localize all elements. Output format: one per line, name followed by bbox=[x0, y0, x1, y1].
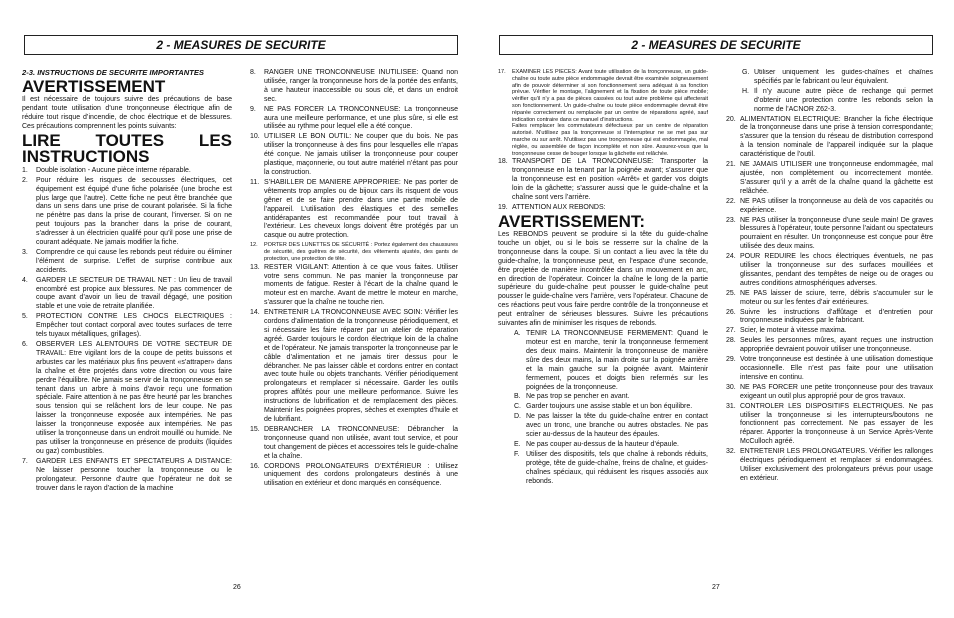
list-item: H. Il n’y aucune autre pièce de rechange qui permet d’obtenir une protection contre les rebonds selon la norme de l’ACNOR Z62-3. bbox=[742, 87, 933, 113]
header-title: 2 - MEASURES DE SECURITE bbox=[156, 38, 326, 52]
warning-text: Les REBONDS peuvent se produire si la tête du guide-chaîne touche un objet, ou si le bois se resserre sur la chaîne de la tronçonneuse dans la coupe. Si un contact a lieu avec la tête du guide-chaîne, la tronçonneuse peut, en l’espace d’une seconde, être projetée de manière incontrôlée dans un mouvement en arc, en direction de l’opérateur. Coincer la chaîne le long de la partie supérieure du guide-chaîne peut pousser le guide-chaîne peut pousser le guide-chaîne vers l’arrière, vers l’opérateur. Chacune de ces réactions peut vous faire perdre contrôle de la tronçonneuse et peut entraîner de sérieuses blessures. Suivre les précautions suivantes afin de minimiser les risques de rebonds. bbox=[498, 230, 708, 328]
list-item: G. Utiliser uniquement les guides-chaînes et chaînes spécifiés par le fabricant ou leur équivalent. bbox=[742, 69, 933, 85]
list-item: 10. UTILISER LE BON OUTIL: Ne couper que du bois. Ne pas utiliser la tronçonneuse à des fins pour lesquelles elle n’apas été conçue. Ne jamais utiliser la tronçonneuse pour couper plastique, maçonnerie, ou tout autre matériel n’étant pas pour la construction. bbox=[250, 133, 458, 176]
section-heading: 2-3. INSTRUCTIONS DE SECURITE IMPORTANTES bbox=[22, 69, 204, 77]
list-item: 26. Suivre les instructions d’affûtage et d’entretien pour tronçonneuse indiquées par le fabricant. bbox=[726, 308, 933, 325]
list-item: 30. NE PAS FORCER une petite tronçonneuse pour des travaux exigeant un outil plus approprié pour de gros travaux. bbox=[726, 383, 933, 400]
list-item: 7. GARDER LES ENFANTS ET SPECTATEURS A DISTANCE: Ne laisser personne toucher la tronçonneuse ou le prolongateur. Personne d’autre que l’opérateur ne doit se trouver dans le rayon d’action de la machine bbox=[22, 457, 232, 492]
kickback-sublist-cont bbox=[726, 69, 933, 115]
list-item: 6. OBSERVER LES ALENTOURS DE VOTRE SECTEUR DE TRAVAIL: Etre vigilant lors de la coupe de petits buissons et arbustes car les matériaux plus fins peuvent «s’attraper» dans la chaîne et être projetés dans votre direction ou vous faire perdre l’équilibre. Ne jamais se servir de la tronçonneuse en se tenant dans un arbre à moins d’avoir reçu une formation spéciale. Faire attention à ne pas être heurté par les branches sous tension qui se relâchent lors de leur coupe. Ne pas laisser la tronçonneuse exposée aux intempéries. Ne pas laisser la tronçonneuse exposée aux intempéries. Ne pas utiliser la tronçonneuse dans un endroit mouillé ou humide. Ne pas utiliser la tronçonneuse en présence de produits (liquides ou gaz) combustibles. bbox=[22, 341, 232, 455]
list-item: 19. ATTENTION AUX REBONDS: bbox=[498, 203, 606, 211]
header-title: 2 - MEASURES DE SECURITE bbox=[631, 38, 801, 52]
column-3 bbox=[498, 69, 708, 589]
warning-title: AVERTISSEMENT: bbox=[498, 211, 646, 231]
list-item: 29. Votre tronçonneuse est destinée à une utilisation domestique occasionnelle. Elle n’est pas faite pour une utilisation intensive en continu. bbox=[726, 356, 933, 381]
list-item: 13. RESTER VIGILANT: Attention à ce que vous faites. Utiliser votre sens commun. Ne pas manier la tronçonneuse par moments de fatigue. Rester à l’écart de la chaîne quand le moteur est en marche. Avant de mettre le moteur en marche, s’assurer que la chaîne ne touche rien. bbox=[250, 263, 458, 307]
list-item: 8. RANGER UNE TRONCONNEUSE INUTILISEE: Quand non utilisée, ranger la tronçonneuse hors de la portée des enfants, à une hauteur inaccessible ou sous clé, et dans un endroit sec. bbox=[250, 69, 458, 103]
item-17-text-2: Faites remplacer les commutateurs défectueux par un centre de réparation autorisé. N’utilisez pas la tronçonneuse si l’interrupteur ne se met pas sur marche ou sur arrêt. N’utilisez pas une tronçonneuse qui est endommagée, mal réglée, ou assemblée de façon incomplète et non sûre. Assurez-vous que la tronçonneuse cesse de bouger lorsque la gâchette est relâchée. bbox=[512, 123, 708, 157]
list-item: 27. Scier, le moteur à vitesse maxima. bbox=[726, 327, 847, 335]
list-item: B. Ne pas trop se pencher en avant. bbox=[514, 393, 630, 401]
list-item: 23. NE PAS utiliser la tronçonneuse d’une seule main! De graves blessures à l’opérateur, toute personne l’aidant ou spectateurs pourraient en résulter. Un tronçonneuse est conçue pour être utilisée des deux mains. bbox=[726, 216, 933, 251]
list-item: 22. NE PAS utiliser la tronçonneuse au delà de vos capacités ou expérience. bbox=[726, 197, 933, 214]
warning-text: Il est nécessaire de toujours suivre des précautions de base pendant toute utilisation d’une tronçonneuse électrique afin de réduire tout risque d’incendie, de choc électrique et de blessures. Ces précautions comprennent les points suivants: bbox=[22, 95, 232, 130]
page-number-right: 27 bbox=[712, 584, 720, 591]
list-item: 21. NE JAMAIS UTILISER une tronçonneuse endommagée, mal ajustée, non complètement ou incorrectement montée. S’assurer qu’il y a arrêt de la chaîne quand la gâchette est relâchée. bbox=[726, 161, 933, 195]
instruction-list-a bbox=[22, 167, 232, 494]
warning-title: AVERTISSEMENT bbox=[22, 76, 166, 96]
column-2 bbox=[250, 69, 458, 579]
page-header-left bbox=[24, 35, 458, 55]
list-item: 32. ENTRETENIR LES PROLONGATEURS. Vérifier les rallonges électriques périodiquement et remplacer si endommagées. Utiliser exclusivement des prolongateurs prévus pour usage en extérieur. bbox=[726, 448, 933, 482]
page-header-right bbox=[499, 35, 933, 55]
item-17-text: EXAMINER LES PIECES: Avant toute utilisation de la tronçonneuse, un guide-chaîne ou toute autre pièce endommagée devrait être examinée soigneusement afin de pouvoir déterminer si son fonctionnement sera adéquat à sa fonction prévue. Vérifier le montage, l’alignement et la fixation de toute pièce mobile; vérifier qu’il n’y a pas de pièces cassées ou tout autre problème qui affecterait son fonctionnement. Un guide-chaîne ou toute pièce endommagée devrait être réparée correctement ou remplacée par un centre de réparations agréé, sauf indication contraire dans ce manuel d’instructions. bbox=[512, 69, 708, 123]
list-item: 28. Seules les personnes mûres, ayant reçues une instruction appropriée devraient pouvoir utiliser une tronçonneuse. bbox=[726, 337, 933, 354]
list-item: 15. DEBRANCHER LA TRONCONNEUSE: Débrancher la tronçonneuse quand non utilisée, avant tout service, et pour tout changement de pièces et accessoires tels le guide-chaîne et la chaîne. bbox=[250, 425, 458, 460]
list-item: 25. NE PAS laisser de sciure, terre, débris s’accumuler sur le moteur ou sur les fentes d’air extérieures. bbox=[726, 289, 933, 306]
kickback-sublist bbox=[498, 330, 708, 486]
list-item: F. Utiliser des dispositifs, tels que chaîne à rebonds réduits, protège, tête de guide-chaîne, freins de chaîne, et guides-chaînes spéciaux, qui réduisent les risques associés aux rebonds. bbox=[514, 450, 708, 485]
list-item: 17. EXAMINER LES PIECES: Avant toute utilisation de la tronçonneuse, un guide-chaîne ou toute autre pièce endommagée devrait être examinée soigneusement afin de pouvoir déterminer si son fonctionnement sera adéquat à sa fonction prévue. Vérifier le montage, l’alignement et la fixation de toute pièce mobile; vérifier qu’il n’y a pas de pièces cassées ou tout autre problème qui affecterait son fonctionnement. Un guide-chaîne ou toute pièce endommagée devrait être réparée correctement ou remplacée par un centre de réparations agréé, sauf indication contraire dans ce manuel d’instructions. Faites remplacer les commutateurs défectueux par un centre de réparation autorisé. N’utilisez pas la tronçonneuse si l’interrupteur ne se met pas sur marche ou sur arrêt. N’utilisez pas une tronçonneuse qui est endommagée, mal réglée, ou assemblée de façon incomplète et non sûre. Assurez-vous que la tronçonneuse cesse de bouger lorsque la gâchette est relâchée. bbox=[498, 69, 708, 157]
list-item: 16. CORDONS PROLONGATEURS D’EXTÉRIEUR : Utilisez uniquement des cordons prolongateurs destinés à une utilisation en extérieur et donc marqués en conséquence. bbox=[250, 462, 458, 488]
page-number-left: 26 bbox=[233, 584, 241, 591]
list-item: 24. POUR REDUIRE les chocs électriques éventuels, ne pas utiliser la tronçonneuse sur des surfaces mouillées et glissantes, pendant des tempêtes de neige ou de orages ou autres conditions atmosphériques adverses. bbox=[726, 253, 933, 287]
list-item: 5. PROTECTION CONTRE LES CHOCS ELECTRIQUES : Empêcher tout contact corporal avec toutes surfaces de terre tels tuyaux métalliques, grillages). bbox=[22, 313, 232, 339]
list-item: 4. GARDER LE SECTEUR DE TRAVAIL NET : Un lieu de travail encombré est propice aux blessures. Ne pas commencer de coupe avant d’avoir un lieu de travail dégagé, une position stable et une voie de retraite planifiée. bbox=[22, 276, 232, 311]
list-item: 14. ENTRETENIR LA TRONCONNEUSE AVEC SOIN: Vérifier les cordons d’alimentation de la tronçonneuse périodiquement, et si nécessaire les faire réparer par un atelier de réparation agréé. Garder toujours le cordon électrique loin de la chaîne et de l’opérateur. Ne jamais transporter la tronçonneuse par le câble d’alimentation et ne jamais tirer dessus pour le débrancher. Ne pas laisser câble et cordons entrer en contact avec toute huile ou objets tranchants. Vérifier périodiquement prolongateurs et remplacer si nécessaire. Garder les outils propres affûtés pour une meilleure performance. Suivre les instructions de lubrification et de remplacement des pièces. Maintenir les poignées propres, sèches et exemptes d’huile et de lubrifiant. bbox=[250, 309, 458, 424]
list-item: 18. TRANSPORT DE LA TRONCONNEUSE: Transporter la tronçonneuse en la tenant par la poignée avant; s’assurer que la tronçonneuse est en position «Arrêt» et garder vos doigts loin de la gâchette; s’assurer aussi que le guide-chaîne et la chaîne sont vers l’arrière. bbox=[498, 158, 708, 201]
list-item: 11. S’HABILLER DE MANIERE APPROPRIEE: Ne pas porter de vêtements trop amples ou de bijoux cars ils risquent de vous gêner et de se faire prendre dans une partie mobile de l’appareil. L’utilisation des élastiques et des semelles antidérapantes est recommandée pour tout travail à l’extérieur. Les cheveux longs doivent être protégés par un casque ou autre protection. bbox=[250, 178, 458, 240]
list-item: 9. NE PAS FORCER LA TRONCONNEUSE: La tronçonneuse aura une meilleure performance, et une plus sûre, si elle est utilisée au rythme pour lequel elle a été conçue. bbox=[250, 105, 458, 131]
column-4 bbox=[726, 69, 933, 579]
list-item: 3. Comprendre ce qui cause les rebonds peut réduire ou éliminer l’élément de surprise. L’effet de surprise contribue aux accidents. bbox=[22, 248, 232, 274]
list-item: 2. Pour réduire les risques de secousses électriques, cet équipement est équipé d’une fiche polarisée (une broche est plus large que l’autre). Cette fiche ne peut être branchée que dans un sens dans une prise de courant polarisée. Si la fiche ne pénètre pas dans la prise de courant, l’inverser. Si on ne peut toujours pas la brancher dans la prise de courant, s’adresser à un électricien qualifé pour qu’il pose une prise de courant adéquate. Ne jamais modifier la fiche. bbox=[22, 176, 232, 247]
column-1 bbox=[22, 69, 232, 609]
list-item: 1. Double isolation - Aucune pièce interne réparable. bbox=[22, 166, 191, 174]
read-instructions-title: LIRE TOUTES LES INSTRUCTIONS bbox=[22, 130, 232, 166]
list-item: A. TENIR LA TRONCONNEUSE FERMEMENT: Quand le moteur est en marche, tenir la tronçonneuse fermement des deux mains. Maintenir la tronçonneuse de manière sûre des deux mains, la main droite sur la poignée arrière et la main gauche sur la poignée avant. Maintenir fermement, pouces et doigts bien refermés sur les poignées de la tronçonneuse. bbox=[514, 330, 708, 391]
list-item: E. Ne pas couper au-dessus de la hauteur d’épaule. bbox=[514, 441, 679, 449]
list-item: 12. PORTER DES LUNETTES DE SÉCURITÉ : Portez également des chaussures de sécurité, des guêtres de sécurité, des vêtements ajustés, des gants de protection, une protection de tête. bbox=[250, 242, 458, 262]
list-item: C. Garder toujours une assise stable et un bon équilibre. bbox=[514, 403, 693, 411]
list-item: 20. ALIMENTATION ELECTRIQUE: Brancher la fiche électrique de la tronçonneuse dans une prise à tension correspondante; s’assurer que la tension du réseau de distribution correspond à la tension nominale de l’appareil indiquée sur la plaque caractéristique de l’outil. bbox=[726, 115, 933, 159]
list-item: 31. CONTROLER LES DISPOSITIFS ELECTRIQUES. Ne pas utiliser la tronçonneuse si les interrupteurs/boutons ne fonctionnent pas correctement. Ne pas essayer de les réparer. Apporter la tronçonneuse à un Service Après-Vente McCulloch agréé. bbox=[726, 402, 933, 446]
list-item: D. Ne pas laisser la tête du guide-chaîne entrer en contact avec un tronc, une branche ou autres obstacles. Ne pas scier au-dessus de la hauteur des épaules. bbox=[514, 413, 708, 439]
